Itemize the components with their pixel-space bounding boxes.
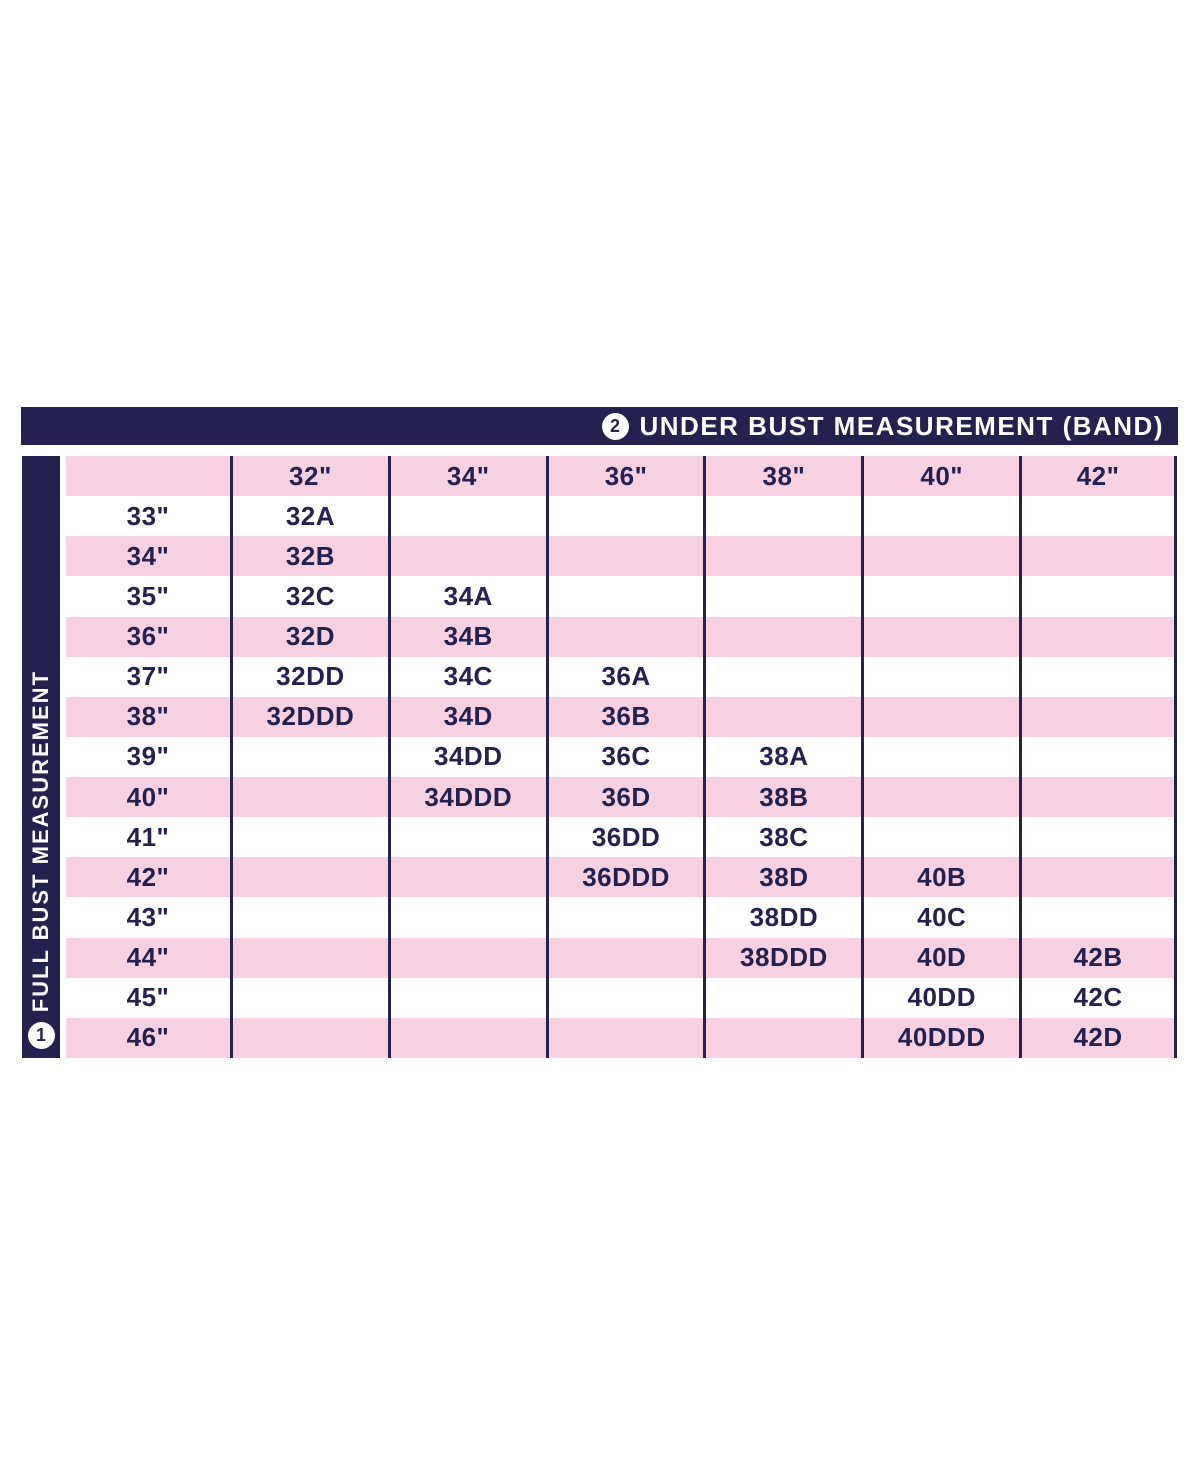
size-cell: 40D xyxy=(861,938,1019,978)
size-cell: 36DD xyxy=(546,817,704,857)
size-cell xyxy=(546,496,704,536)
bust-label-cell: 37" xyxy=(66,657,230,697)
bust-label-cell: 34" xyxy=(66,536,230,576)
bust-label-cell: 46" xyxy=(66,1018,230,1058)
size-cell xyxy=(703,576,861,616)
size-cell: 38DD xyxy=(703,897,861,937)
size-cell xyxy=(388,817,546,857)
size-cell: 34C xyxy=(388,657,546,697)
size-cell: 32B xyxy=(230,536,388,576)
size-cell xyxy=(703,617,861,657)
size-cell xyxy=(388,978,546,1018)
size-cell: 36A xyxy=(546,657,704,697)
bust-label-cell: 41" xyxy=(66,817,230,857)
corner-cell xyxy=(66,456,230,496)
size-cell xyxy=(388,496,546,536)
step-1-badge: 1 xyxy=(28,1022,55,1049)
size-cell xyxy=(1019,657,1177,697)
size-cell xyxy=(1019,857,1177,897)
size-cell xyxy=(230,897,388,937)
size-cell: 38C xyxy=(703,817,861,857)
size-cell xyxy=(703,496,861,536)
band-header-cell: 40" xyxy=(861,456,1019,496)
size-cell: 36B xyxy=(546,697,704,737)
size-cell xyxy=(1019,897,1177,937)
bust-label-cell: 35" xyxy=(66,576,230,616)
size-cell xyxy=(861,617,1019,657)
bust-label-cell: 42" xyxy=(66,857,230,897)
full-bust-sidebar xyxy=(22,456,60,1058)
bust-label-cell: 36" xyxy=(66,617,230,657)
size-cell: 42B xyxy=(1019,938,1177,978)
size-cell xyxy=(546,978,704,1018)
size-cell xyxy=(230,857,388,897)
bust-label-cell: 33" xyxy=(66,496,230,536)
size-cell: 38B xyxy=(703,777,861,817)
size-cell xyxy=(1019,536,1177,576)
size-cell: 32DDD xyxy=(230,697,388,737)
size-cell: 34DDD xyxy=(388,777,546,817)
size-cell xyxy=(861,777,1019,817)
size-cell xyxy=(388,938,546,978)
size-cell xyxy=(861,496,1019,536)
band-header-cell: 34" xyxy=(388,456,546,496)
bust-label-cell: 43" xyxy=(66,897,230,937)
size-cell xyxy=(1019,617,1177,657)
size-cell xyxy=(703,657,861,697)
size-cell xyxy=(1019,817,1177,857)
size-cell xyxy=(1019,496,1177,536)
step-2-badge: 2 xyxy=(602,413,629,440)
size-cell xyxy=(388,1018,546,1058)
size-cell xyxy=(230,777,388,817)
size-cell xyxy=(861,536,1019,576)
band-header-cell: 38" xyxy=(703,456,861,496)
band-header-cell: 42" xyxy=(1019,456,1177,496)
size-cell xyxy=(1019,737,1177,777)
size-cell: 32D xyxy=(230,617,388,657)
size-cell: 38A xyxy=(703,737,861,777)
band-header-cell: 36" xyxy=(546,456,704,496)
full-bust-sidebar-label: FULL BUST MEASUREMENT xyxy=(28,669,53,1012)
size-cell xyxy=(546,536,704,576)
size-cell: 32C xyxy=(230,576,388,616)
size-cell: 38DDD xyxy=(703,938,861,978)
size-cell: 40B xyxy=(861,857,1019,897)
size-cell: 36DDD xyxy=(546,857,704,897)
size-cell xyxy=(861,576,1019,616)
size-cell xyxy=(1019,576,1177,616)
size-cell xyxy=(546,576,704,616)
size-cell xyxy=(861,817,1019,857)
size-cell: 38D xyxy=(703,857,861,897)
size-cell: 34DD xyxy=(388,737,546,777)
size-cell: 40C xyxy=(861,897,1019,937)
size-cell xyxy=(546,897,704,937)
size-cell xyxy=(861,737,1019,777)
size-cell xyxy=(703,1018,861,1058)
size-cell xyxy=(546,617,704,657)
size-cell xyxy=(703,978,861,1018)
size-cell: 36C xyxy=(546,737,704,777)
under-bust-header-label: UNDER BUST MEASUREMENT (BAND) xyxy=(639,410,1164,441)
bust-label-cell: 44" xyxy=(66,938,230,978)
size-cell: 34A xyxy=(388,576,546,616)
bust-label-cell: 39" xyxy=(66,737,230,777)
size-cell xyxy=(388,536,546,576)
bust-label-cell: 45" xyxy=(66,978,230,1018)
size-cell: 34B xyxy=(388,617,546,657)
size-cell xyxy=(230,978,388,1018)
size-cell: 40DD xyxy=(861,978,1019,1018)
bust-label-cell: 38" xyxy=(66,697,230,737)
size-cell xyxy=(230,737,388,777)
size-cell: 42C xyxy=(1019,978,1177,1018)
size-cell xyxy=(1019,777,1177,817)
size-cell xyxy=(703,536,861,576)
size-cell xyxy=(861,657,1019,697)
size-cell xyxy=(230,938,388,978)
size-cell xyxy=(546,938,704,978)
under-bust-header-bar xyxy=(21,407,1178,445)
size-cell xyxy=(1019,697,1177,737)
size-cell xyxy=(861,697,1019,737)
size-cell: 40DDD xyxy=(861,1018,1019,1058)
size-cell: 42D xyxy=(1019,1018,1177,1058)
size-cell: 32DD xyxy=(230,657,388,697)
size-cell: 32A xyxy=(230,496,388,536)
size-cell xyxy=(230,1018,388,1058)
size-cell: 36D xyxy=(546,777,704,817)
size-table xyxy=(66,456,1177,1058)
size-cell xyxy=(388,857,546,897)
bust-label-cell: 40" xyxy=(66,777,230,817)
band-header-cell: 32" xyxy=(230,456,388,496)
size-cell: 34D xyxy=(388,697,546,737)
size-cell xyxy=(230,817,388,857)
size-cell xyxy=(546,1018,704,1058)
size-cell xyxy=(703,697,861,737)
size-cell xyxy=(388,897,546,937)
